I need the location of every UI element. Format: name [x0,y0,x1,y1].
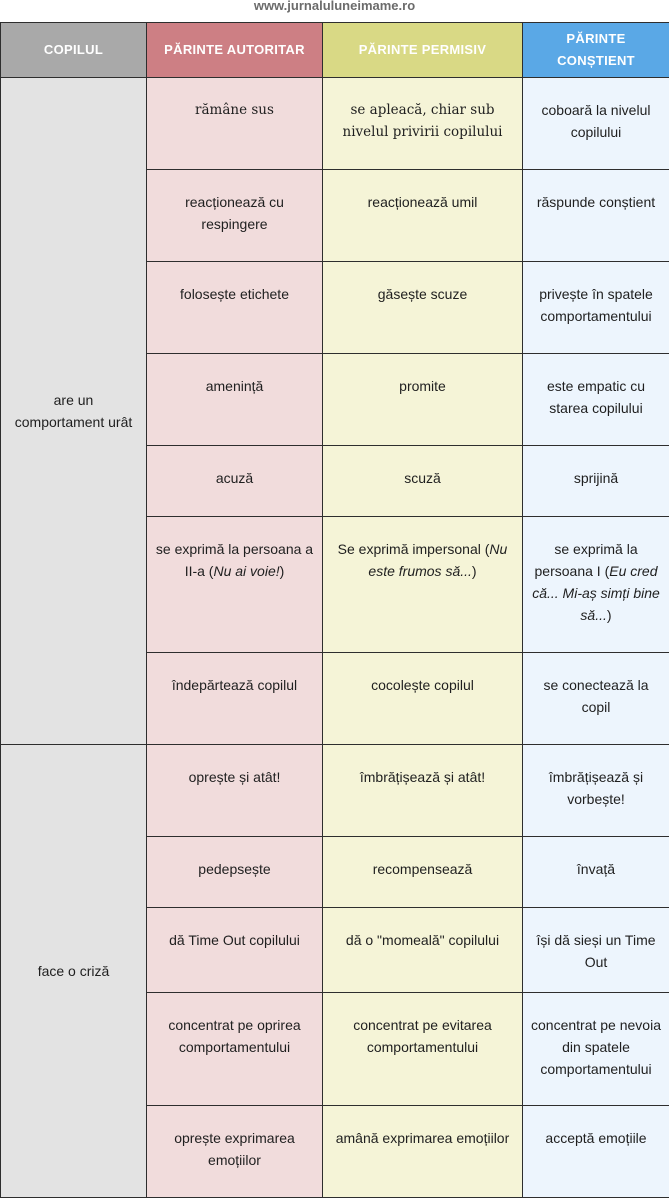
child-situation [1,78,147,745]
authoritarian-cell: oprește exprimarea emoțiilor [147,1106,323,1198]
conscious-cell: concentrat pe nevoia din spatele comportamentului [523,993,669,1106]
header-authoritarian: PĂRINTE AUTORITAR [147,23,323,78]
permissive-cell: dă o "momeală" copilului [323,908,523,993]
conscious-cell: își dă sieși un Time Out [523,908,669,993]
permissive-cell: promite [323,354,523,446]
conscious-cell: este empatic cu starea copilului [523,354,669,446]
header-conscious: PĂRINTE CONȘTIENT [523,23,669,78]
parenting-comparison-table [0,22,669,1198]
header-child: COPILUL [1,23,147,78]
child-situation-label: are un comportament urât [14,392,133,430]
conscious-cell: coboară la nivelul copilului [523,78,669,170]
header-permissive: PĂRINTE PERMISIV [323,23,523,78]
permissive-cell: recompensează [323,837,523,908]
authoritarian-cell: oprește și atât! [147,745,323,837]
header-row [1,23,669,78]
authoritarian-cell: rămâne sus [147,78,323,170]
table-row [1,78,669,170]
site-url: www.jurnaluluneimame.ro [253,0,416,13]
permissive-cell: Se exprimă impersonal (Nu este frumos să...) [323,517,523,653]
authoritarian-cell: folosește etichete [147,262,323,354]
child-situation-label: face o criză [37,963,110,979]
conscious-cell: învață [523,837,669,908]
permissive-cell: reacționează umil [323,170,523,262]
authoritarian-cell: amenință [147,354,323,446]
authoritarian-cell: acuză [147,446,323,517]
permissive-cell: amână exprimarea emoțiilor [323,1106,523,1198]
authoritarian-cell: pedepsește [147,837,323,908]
conscious-cell: se conectează la copil [523,653,669,745]
permissive-cell: cocolește copilul [323,653,523,745]
authoritarian-cell: reacționează cu respingere [147,170,323,262]
permissive-cell: găsește scuze [323,262,523,354]
permissive-cell: îmbrățișează și atât! [323,745,523,837]
child-situation [1,745,147,1198]
conscious-cell: privește în spatele comportamentului [523,262,669,354]
permissive-cell: scuză [323,446,523,517]
conscious-cell: îmbrățișează și vorbește! [523,745,669,837]
permissive-cell: concentrat pe evitarea comportamentului [323,993,523,1106]
conscious-cell: se exprimă la persoana I (Eu cred că... Mi-aș simți bine să...) [523,517,669,653]
conscious-cell: sprijină [523,446,669,517]
authoritarian-cell: dă Time Out copilului [147,908,323,993]
conscious-cell: răspunde conștient [523,170,669,262]
authoritarian-cell: se exprimă la persoana a II-a (Nu ai voie!) [147,517,323,653]
authoritarian-cell: îndepărtează copilul [147,653,323,745]
authoritarian-cell: concentrat pe oprirea comportamentului [147,993,323,1106]
conscious-cell: acceptă emoțiile [523,1106,669,1198]
table-row [1,745,669,837]
permissive-cell: se apleacă, chiar sub nivelul privirii copilului [323,78,523,170]
